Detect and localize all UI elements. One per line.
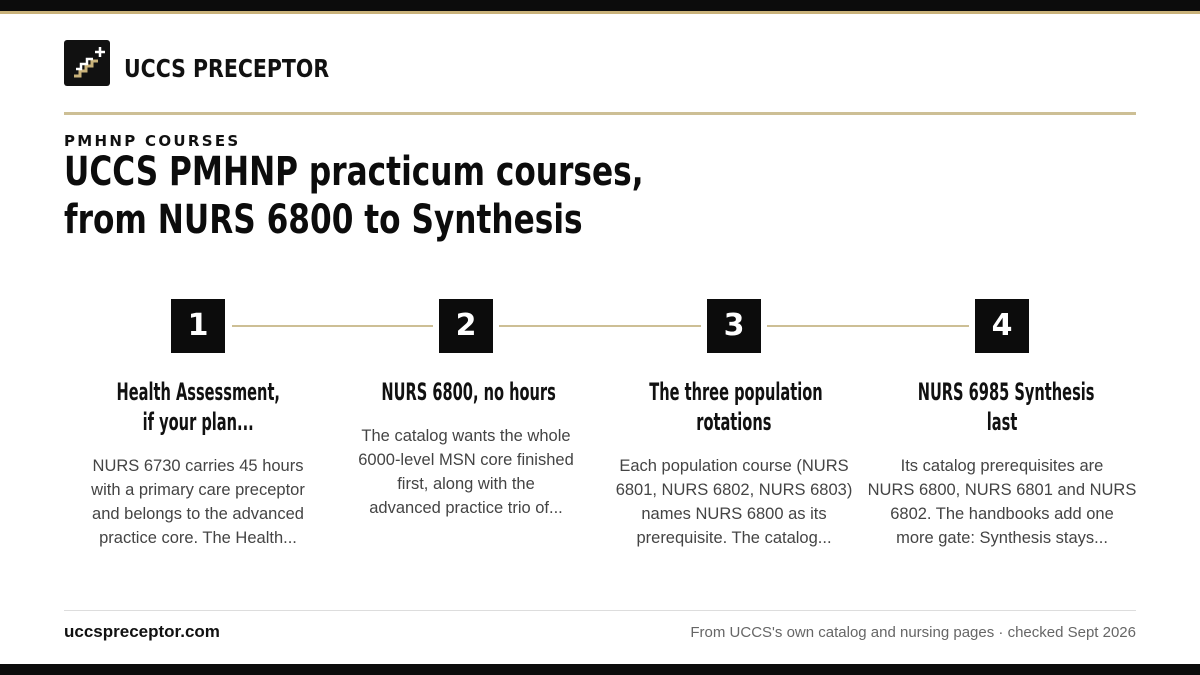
page-title-line-1: UCCS PMHNP practicum courses, <box>64 149 644 195</box>
step-2-number: 2 <box>439 299 493 353</box>
section-eyebrow: PMHNP COURSES <box>64 132 241 150</box>
footer-site-url: uccspreceptor.com <box>64 622 220 641</box>
step-3-body-line: 6801, NURS 6802, NURS 6803) <box>615 481 853 499</box>
footer-divider <box>64 610 1136 611</box>
step-2-title <box>326 377 606 407</box>
step-1-body-line: with a primary care preceptor <box>91 481 305 499</box>
step-4-body-line: NURS 6800, NURS 6801 and NURS <box>867 481 1137 499</box>
step-4-body-line: more gate: Synthesis stays... <box>896 529 1108 547</box>
step-1-title-line-2: if your plan... <box>142 408 254 436</box>
step-4-title <box>862 377 1142 437</box>
step-1-body <box>53 454 343 550</box>
step-3-title <box>594 377 874 437</box>
step-connector-3-4 <box>767 325 969 327</box>
footer-source-note: From UCCS's own catalog and nursing pages · checked Sept 2026 <box>690 624 1136 641</box>
step-1-title-line-1: Health Assessment, <box>116 378 280 406</box>
step-4-body-line: 6802. The handbooks add one <box>890 505 1114 523</box>
top-accent-line <box>0 11 1200 14</box>
page-title <box>64 148 644 244</box>
step-4-title-line-1: NURS 6985 Synthesis <box>917 378 1095 406</box>
step-4-body-line: Its catalog prerequisites are <box>900 457 1104 475</box>
step-2-body-line: 6000-level MSN core finished <box>358 451 574 469</box>
step-2-body-line: first, along with the <box>397 475 535 493</box>
step-1-number: 1 <box>171 299 225 353</box>
step-3-body-line: prerequisite. The catalog... <box>636 529 832 547</box>
stairs-plus-icon <box>64 40 110 86</box>
step-3-number: 3 <box>707 299 761 353</box>
step-1-body-line: and belongs to the advanced <box>92 505 304 523</box>
step-2-body <box>321 424 611 520</box>
page-title-line-2: from NURS 6800 to Synthesis <box>64 197 583 243</box>
step-3-title-line-2: rotations <box>696 408 772 436</box>
step-1-body-line: practice core. The Health... <box>99 529 297 547</box>
step-2-body-line: The catalog wants the whole <box>361 427 571 445</box>
top-bar <box>0 0 1200 11</box>
step-connector-1-2 <box>232 325 433 327</box>
step-2-title-line-1: NURS 6800, no hours <box>381 378 556 406</box>
step-4-title-line-2: last <box>986 408 1018 436</box>
header-divider <box>64 112 1136 115</box>
bottom-bar <box>0 664 1200 675</box>
step-3-title-line-1: The three population <box>649 378 823 406</box>
step-3-body <box>589 454 879 550</box>
step-2-body-line: advanced practice trio of... <box>369 499 563 517</box>
step-3-body-line: names NURS 6800 as its <box>641 505 827 523</box>
step-4-number: 4 <box>975 299 1029 353</box>
step-1-title <box>58 377 338 437</box>
brand-name: UCCS PRECEPTOR <box>124 54 330 83</box>
step-1-body-line: NURS 6730 carries 45 hours <box>92 457 304 475</box>
step-3-body-line: Each population course (NURS <box>619 457 849 475</box>
step-4-body <box>857 454 1147 550</box>
step-connector-2-3 <box>499 325 701 327</box>
